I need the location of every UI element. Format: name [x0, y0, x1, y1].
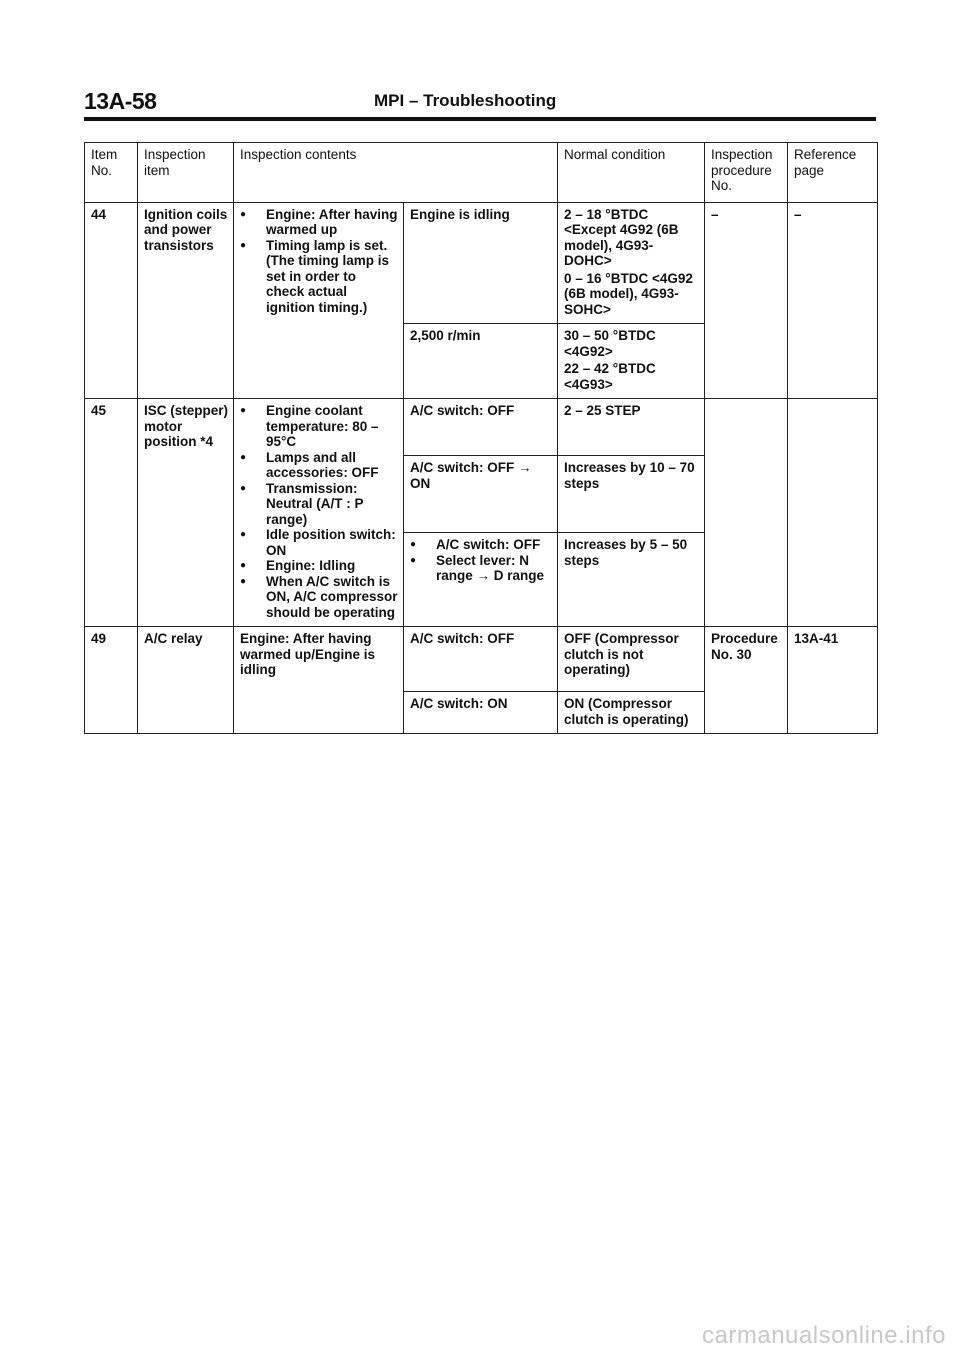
normal-condition	[558, 202, 705, 324]
item-no: 45	[85, 399, 138, 627]
col-header-inspection-item: Inspection item	[138, 143, 234, 203]
condition: A/C switch: OFF → ON	[404, 456, 558, 533]
condition-bullet: ● Select lever: N range → D range	[410, 553, 552, 584]
contents-bullet: ● Engine: Idling	[240, 558, 398, 574]
col-header-procedure-no: Inspection procedure No.	[705, 143, 788, 203]
section-title: MPI – Troubleshooting	[374, 91, 557, 110]
item-no: 49	[85, 627, 138, 734]
reference-page: –	[788, 202, 878, 399]
reference-page: 13A-41	[788, 627, 878, 734]
page-number: 13A-58	[84, 88, 157, 114]
reference-page	[788, 399, 878, 627]
table-row	[85, 399, 878, 456]
normal-condition	[558, 324, 705, 399]
condition: 2,500 r/min	[404, 324, 558, 399]
col-header-item-no: Item No.	[85, 143, 138, 203]
condition: A/C switch: OFF	[404, 399, 558, 456]
procedure-no: –	[705, 202, 788, 399]
inspection-contents: Engine: After having warmed up/Engine is idling	[234, 627, 404, 734]
condition: Engine is idling	[404, 202, 558, 324]
normal-condition: 2 – 25 STEP	[558, 399, 705, 456]
normal-value: 22 – 42 °BTDC <4G93>	[564, 361, 656, 392]
normal-value: 0 – 16 °BTDC <4G92 (6B model), 4G93-SOHC>	[564, 270, 693, 317]
condition-list	[410, 537, 552, 584]
table-row	[85, 627, 878, 692]
inspection-item: Ignition coils and power transistors	[138, 202, 234, 399]
normal-condition: Increases by 10 – 70 steps	[558, 456, 705, 533]
normal-value: 30 – 50 °BTDC <4G92>	[564, 328, 656, 359]
contents-bullet: ● Engine coolant temperature: 80 – 95°C	[240, 403, 398, 450]
inspection-item: A/C relay	[138, 627, 234, 734]
table-header-row	[85, 143, 878, 203]
col-header-inspection-contents: Inspection contents	[234, 143, 558, 203]
procedure-no: Procedure No. 30	[705, 627, 788, 734]
condition	[404, 533, 558, 627]
normal-condition: Increases by 5 – 50 steps	[558, 533, 705, 627]
inspection-contents	[234, 202, 404, 399]
table-row	[85, 202, 878, 324]
procedure-no	[705, 399, 788, 627]
page-header	[84, 88, 876, 112]
contents-list	[240, 403, 398, 620]
contents-bullet: ● Lamps and all accessories: OFF	[240, 450, 398, 481]
condition: A/C switch: ON	[404, 692, 558, 734]
col-header-normal-condition: Normal condition	[558, 143, 705, 203]
contents-bullet: ● Timing lamp is set. (The timing lamp is set in order to check actual ignition timing.)	[240, 238, 398, 316]
contents-list	[240, 207, 398, 316]
inspection-item: ISC (stepper) motor position *4	[138, 399, 234, 627]
header-rule	[84, 117, 876, 121]
normal-condition: ON (Compressor clutch is operating)	[558, 692, 705, 734]
contents-bullet: ● Engine: After having warmed up	[240, 207, 398, 238]
inspection-contents	[234, 399, 404, 627]
normal-value: 2 – 18 °BTDC <Except 4G92 (6B model), 4G93-DOHC>	[564, 206, 679, 268]
watermark: carmanualsonline.info	[702, 1322, 946, 1349]
contents-bullet: ● When A/C switch is ON, A/C compressor should be operating	[240, 574, 398, 621]
item-no: 44	[85, 202, 138, 399]
contents-bullet: ● Transmission: Neutral (A/T : P range)	[240, 481, 398, 528]
inspection-table	[84, 142, 878, 734]
condition-bullet: ● A/C switch: OFF	[410, 537, 552, 553]
contents-bullet: ● Idle position switch: ON	[240, 527, 398, 558]
normal-condition: OFF (Compressor clutch is not operating)	[558, 627, 705, 692]
col-header-reference-page: Reference page	[788, 143, 878, 203]
condition: A/C switch: OFF	[404, 627, 558, 692]
